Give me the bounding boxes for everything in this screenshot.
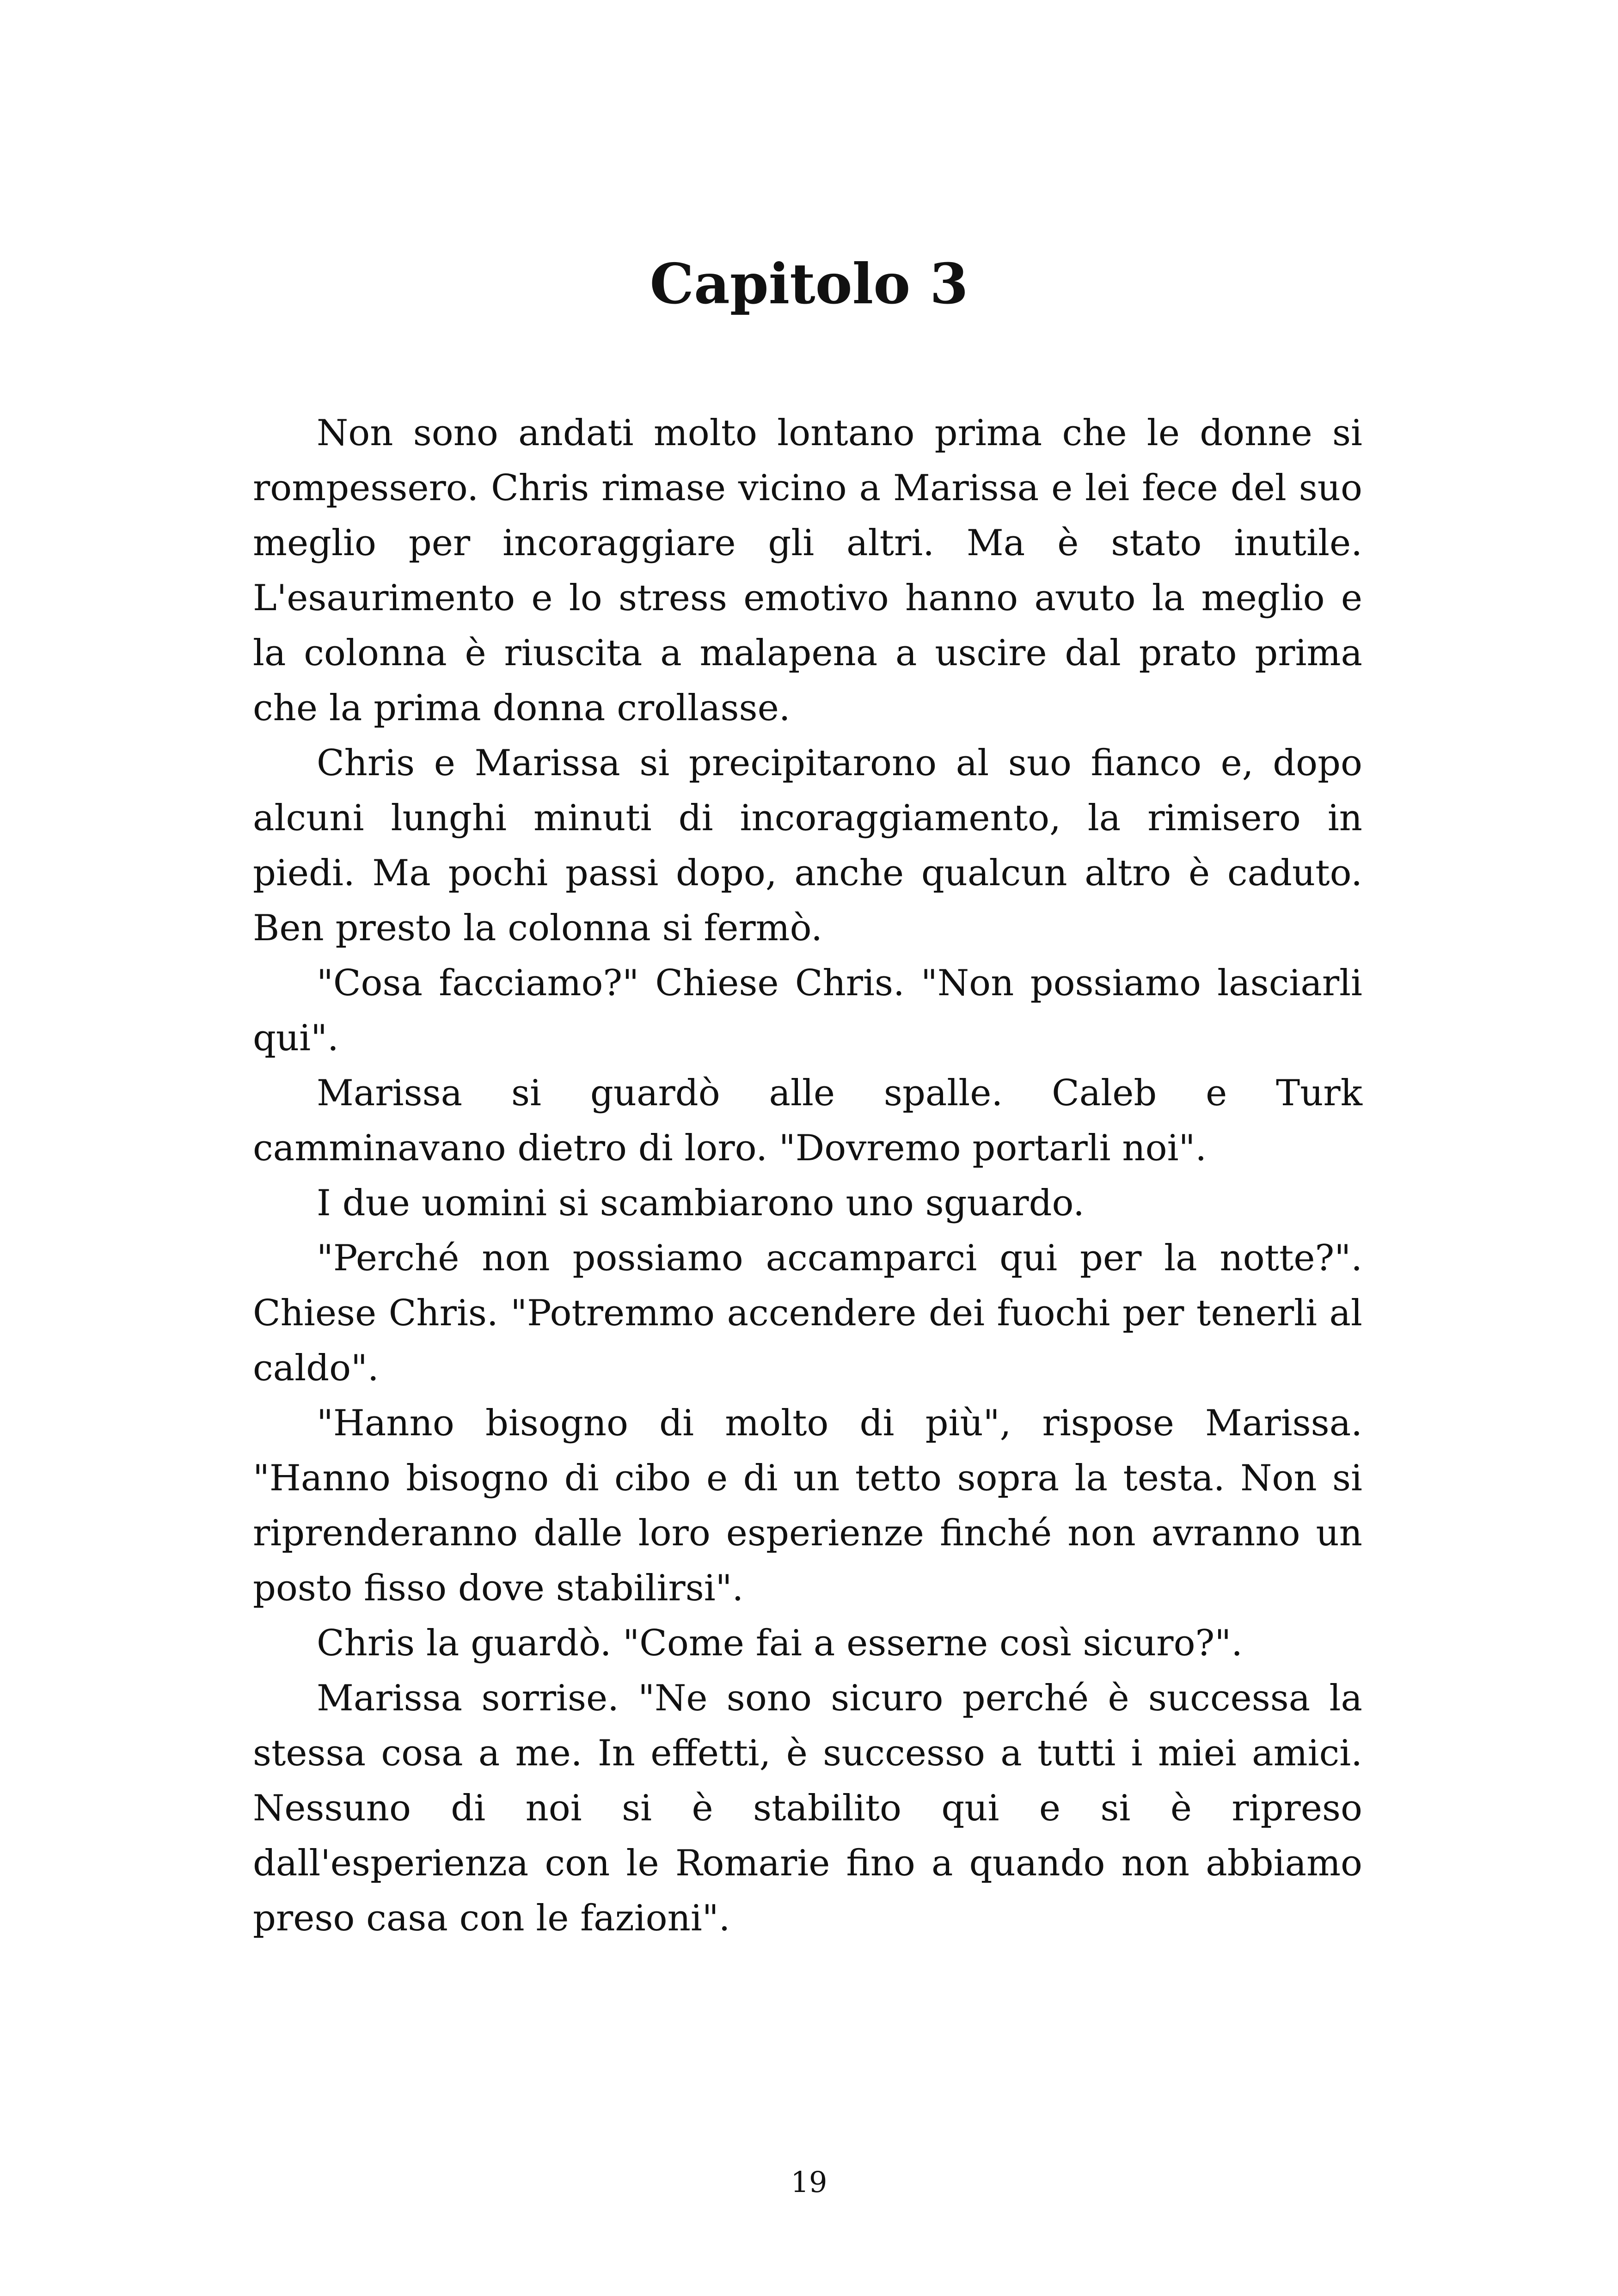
paragraph: Chris la guardò. "Come fai a esserne così sicuro?".: [317, 1623, 1243, 1664]
page-number: 19: [791, 2165, 827, 2199]
paragraph: I due uomini si scambiarono uno sguardo.: [317, 1182, 1085, 1224]
paragraph: Non sono andati molto lontano prima che le donne si rompessero. Chris rimase vicino a Marissa e lei fece del suo meglio per incoraggiare gli altri. Ma è stato inutile. L'esaurimento e lo stress emotivo hanno avuto la meglio e la colonna è riuscita a malapena a uscire dal prato prima che la prima donna crollasse.: [253, 412, 1362, 729]
paragraph: "Hanno bisogno di molto di più", rispose Marissa. "Hanno bisogno di cibo e di un tetto sopra la testa. Non si riprenderanno dalle loro esperienze finché non avranno un posto fisso dove stabilirsi".: [253, 1402, 1362, 1609]
paragraph: "Cosa facciamo?" Chiese Chris. "Non possiamo lasciarli qui".: [253, 962, 1362, 1059]
chapter-body: [253, 406, 1362, 1946]
paragraph: "Perché non possiamo accamparci qui per la notte?". Chiese Chris. "Potremmo accendere dei fuochi per tenerli al caldo".: [253, 1237, 1362, 1389]
paragraph: Marissa sorrise. "Ne sono sicuro perché è successa la stessa cosa a me. In effetti, è successo a tutti i miei amici. Nessuno di noi si è stabilito qui e si è ripreso dall'esperienza con le Romarie fino a quando non abbiamo preso casa con le fazioni".: [253, 1678, 1362, 1939]
paragraph: Chris e Marissa si precipitarono al suo fianco e, dopo alcuni lunghi minuti di incoraggiamento, la rimisero in piedi. Ma pochi passi dopo, anche qualcun altro è caduto. Ben presto la colonna si fermò.: [253, 742, 1362, 949]
chapter-title: Capitolo 3: [650, 251, 968, 317]
paragraph: Marissa si guardò alle spalle. Caleb e Turk camminavano dietro di loro. "Dovremo portarli noi".: [253, 1072, 1362, 1169]
